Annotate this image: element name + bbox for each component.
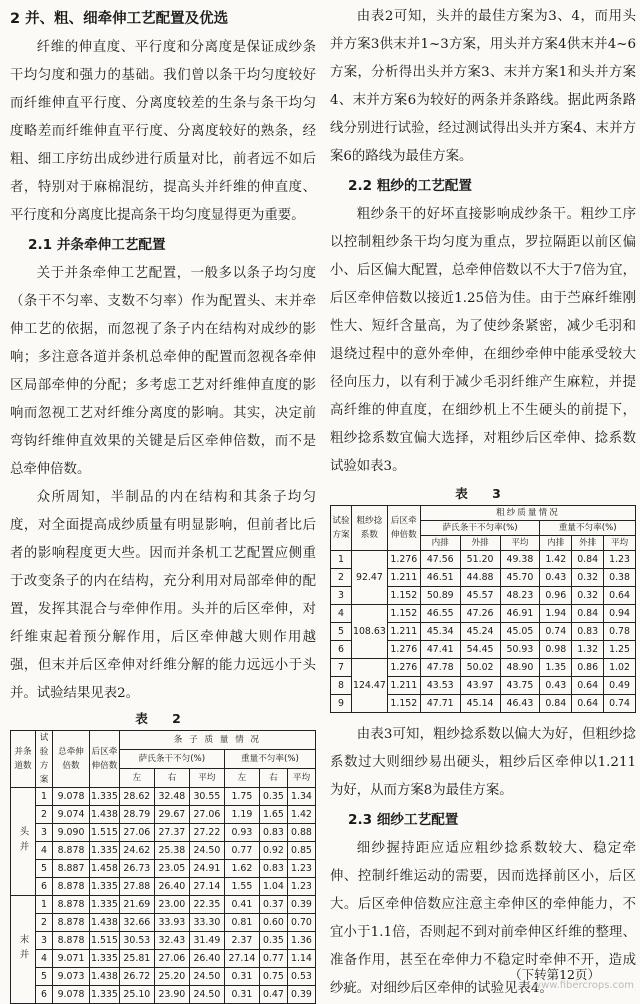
table-cell: 0.64 bbox=[604, 587, 636, 605]
table-cell: 1.25 bbox=[604, 641, 636, 659]
subheading-roving: 2.2 粗纱的工艺配置 bbox=[348, 178, 472, 194]
table-cell: 1.438 bbox=[90, 914, 120, 932]
table-cell: 24.91 bbox=[189, 860, 224, 878]
table-cell: 23.90 bbox=[154, 986, 189, 1004]
section-heading: 2 并、粗、细牵伸工艺配置及优选 bbox=[10, 11, 229, 27]
table-cell: 2.37 bbox=[224, 932, 259, 950]
table-cell: 0.88 bbox=[287, 824, 315, 842]
table-cell: 1 bbox=[331, 551, 352, 569]
table-cell: 0.84 bbox=[540, 695, 572, 713]
table-cell: 1 bbox=[36, 788, 53, 806]
table-cell: 27.88 bbox=[119, 878, 154, 896]
table-cell: 8.887 bbox=[53, 860, 90, 878]
table-cell: 1.23 bbox=[287, 878, 315, 896]
table-row bbox=[11, 932, 316, 950]
table-row bbox=[11, 878, 316, 896]
table-cell: 1.94 bbox=[540, 605, 572, 623]
table-cell: 43.97 bbox=[460, 677, 500, 695]
table-row bbox=[11, 896, 316, 914]
table-cell: 27.06 bbox=[189, 806, 224, 824]
table-cell: 0.84 bbox=[572, 605, 604, 623]
table-cell: 0.74 bbox=[604, 695, 636, 713]
left-column bbox=[10, 0, 316, 1004]
table-cell: 46.51 bbox=[420, 569, 460, 587]
table-cell: 1.35 bbox=[540, 659, 572, 677]
table-cell: 46.55 bbox=[420, 605, 460, 623]
table-cell: 1.19 bbox=[224, 806, 259, 824]
table-cell: 33.93 bbox=[154, 914, 189, 932]
table-cell: 0.43 bbox=[540, 677, 572, 695]
table-cell: 0.81 bbox=[224, 914, 259, 932]
table-row bbox=[11, 968, 316, 986]
table-cell: 6 bbox=[36, 878, 53, 896]
table-cell: 1.32 bbox=[572, 641, 604, 659]
table-cell: 27.06 bbox=[154, 950, 189, 968]
table-cell: 30.53 bbox=[119, 932, 154, 950]
table-cell: 0.32 bbox=[572, 587, 604, 605]
table-cell: 1.65 bbox=[259, 806, 287, 824]
table-cell: 0.38 bbox=[604, 569, 636, 587]
table-cell: 0.78 bbox=[604, 623, 636, 641]
table-cell: 1.335 bbox=[90, 878, 120, 896]
t2-header-weight: 重量不匀率(%) bbox=[224, 750, 315, 769]
row-group-label: 末并 bbox=[11, 896, 36, 1004]
table-cell: 1.55 bbox=[224, 878, 259, 896]
table-cell: 1.02 bbox=[604, 659, 636, 677]
subheading-spinning: 2.3 细纱工艺配置 bbox=[348, 812, 459, 828]
table-cell: 0.31 bbox=[224, 968, 259, 986]
table-cell: 1.152 bbox=[387, 695, 420, 713]
table-cell: 26.40 bbox=[189, 950, 224, 968]
t3-header-back-draft: 后区牵伸倍数 bbox=[387, 506, 420, 551]
table-cell: 24.62 bbox=[119, 842, 154, 860]
table-cell: 45.34 bbox=[420, 623, 460, 641]
table-cell: 22.35 bbox=[189, 896, 224, 914]
table-3 bbox=[330, 505, 636, 713]
table-cell: 4 bbox=[36, 950, 53, 968]
table-cell: 1.211 bbox=[387, 623, 420, 641]
table-cell: 0.49 bbox=[604, 677, 636, 695]
table-cell: 1.04 bbox=[259, 878, 287, 896]
table-cell: 0.83 bbox=[259, 824, 287, 842]
t2-header-left-w: 左 bbox=[224, 769, 259, 788]
t3-header-in-w: 内排 bbox=[540, 536, 572, 551]
table-cell: 26.72 bbox=[119, 968, 154, 986]
table-cell: 0.83 bbox=[572, 623, 604, 641]
twist-coefficient: 108.63 bbox=[352, 605, 388, 659]
table-cell: 32.48 bbox=[154, 788, 189, 806]
table-cell: 2 bbox=[36, 914, 53, 932]
table-cell: 1.42 bbox=[540, 551, 572, 569]
table-cell: 46.91 bbox=[500, 605, 540, 623]
watermark: www.fibercrops.com bbox=[532, 980, 634, 991]
table-cell: 48.90 bbox=[500, 659, 540, 677]
table-cell: 0.93 bbox=[224, 824, 259, 842]
table-row bbox=[11, 824, 316, 842]
table-cell: 5 bbox=[36, 968, 53, 986]
table-cell: 9 bbox=[331, 695, 352, 713]
table2-caption: 表 2 bbox=[135, 711, 191, 726]
table-cell: 0.83 bbox=[259, 860, 287, 878]
table-cell: 27.22 bbox=[189, 824, 224, 842]
table-cell: 8.878 bbox=[53, 932, 90, 950]
table-row bbox=[11, 806, 316, 824]
table-cell: 25.81 bbox=[119, 950, 154, 968]
paragraph-roving: 粗纱条干的好坏直接影响成纱条干。粗纱工序以控制粗纱条干均匀度为重点，罗拉隔距以前区偏小、后区偏大配置，总牵伸倍数以不大于7倍为宜，后区牵伸倍数以接近1.25倍为佳。由于苎麻纤维刚性大、短纤含量高，为了使纱条紧密，减少毛羽和退绕过程中的意外牵伸，在细纱牵伸中能承受较大径向压力，以有利于减少毛羽纤维产生麻粒，并提高纤维的伸直度，在细纱机上不生硬头的前提下，粗纱捻系数宜偏大选择，对粗纱后区牵伸、捻系数试验如表3。 bbox=[330, 207, 636, 474]
table-2 bbox=[10, 730, 316, 1004]
table-cell: 29.67 bbox=[154, 806, 189, 824]
table-cell: 28.62 bbox=[119, 788, 154, 806]
table-cell: 4 bbox=[36, 842, 53, 860]
t3-header-out: 外排 bbox=[460, 536, 500, 551]
table-row bbox=[11, 842, 316, 860]
table-cell: 43.75 bbox=[500, 677, 540, 695]
row-group-label: 头并 bbox=[11, 788, 36, 896]
table-cell: 1.152 bbox=[387, 587, 420, 605]
table-cell: 1.515 bbox=[90, 932, 120, 950]
table-row bbox=[11, 914, 316, 932]
table-cell: 0.39 bbox=[287, 896, 315, 914]
table-cell: 1.335 bbox=[90, 842, 120, 860]
table-row bbox=[331, 659, 636, 677]
t3-header-out-w: 外排 bbox=[572, 536, 604, 551]
table-row bbox=[331, 551, 636, 569]
table-row bbox=[11, 860, 316, 878]
twist-coefficient: 124.47 bbox=[352, 659, 388, 713]
table-cell: 32.66 bbox=[119, 914, 154, 932]
table-row bbox=[11, 986, 316, 1004]
table-cell: 47.78 bbox=[420, 659, 460, 677]
table-cell: 24.50 bbox=[189, 842, 224, 860]
table-cell: 8.878 bbox=[53, 896, 90, 914]
right-column bbox=[330, 0, 636, 1003]
t3-header-twist: 粗纱捻系数 bbox=[352, 506, 388, 551]
table-cell: 0.77 bbox=[259, 950, 287, 968]
t2-header-right-w: 右 bbox=[259, 769, 287, 788]
table3-caption: 表 3 bbox=[455, 486, 511, 501]
table-cell: 0.43 bbox=[540, 569, 572, 587]
table-cell: 1.335 bbox=[90, 986, 120, 1004]
table-cell: 27.37 bbox=[154, 824, 189, 842]
table-cell: 6 bbox=[331, 641, 352, 659]
t3-header-plan: 试验方案 bbox=[331, 506, 352, 551]
table-cell: 0.96 bbox=[540, 587, 572, 605]
table-cell: 2 bbox=[36, 806, 53, 824]
t2-header-right: 右 bbox=[154, 769, 189, 788]
t3-header-sakura: 萨氏条干不匀率(%) bbox=[420, 521, 540, 536]
t3-header-weight: 重量不匀率(%) bbox=[540, 521, 636, 536]
table-cell: 1.438 bbox=[90, 806, 120, 824]
table-cell: 1.335 bbox=[90, 950, 120, 968]
table-cell: 0.31 bbox=[224, 986, 259, 1004]
table-cell: 24.50 bbox=[189, 968, 224, 986]
t3-header-quality: 粗纱质量情况 bbox=[420, 506, 635, 521]
table-cell: 25.38 bbox=[154, 842, 189, 860]
table-cell: 0.98 bbox=[540, 641, 572, 659]
table-cell: 1.276 bbox=[387, 641, 420, 659]
table-cell: 28.79 bbox=[119, 806, 154, 824]
table-cell: 45.05 bbox=[500, 623, 540, 641]
t2-header-avg-w: 平均 bbox=[287, 769, 315, 788]
table-cell: 0.39 bbox=[287, 986, 315, 1004]
table-cell: 0.77 bbox=[224, 842, 259, 860]
table-cell: 0.92 bbox=[259, 842, 287, 860]
table-cell: 47.41 bbox=[420, 641, 460, 659]
table-cell: 33.30 bbox=[189, 914, 224, 932]
t2-header-sakura: 萨氏条干不匀(%) bbox=[119, 750, 224, 769]
table-cell: 26.73 bbox=[119, 860, 154, 878]
table-cell: 0.37 bbox=[259, 896, 287, 914]
paragraph-intro: 纤维的伸直度、平行度和分离度是保证成纱条干均匀度和强力的基础。我们曾以条干均匀度较好而纤维伸直平行度、分离度较差的生条与条干均匀度略差而纤维伸直平行度、分离度较好的熟条，经粗、细工序纺出成纱进行质量对比，前者远不如后者，特别对于麻棉混纺，提高头并纤维的伸直度、平行度和分离度比提高条干均匀度显得更为重要。 bbox=[10, 40, 316, 223]
table-cell: 7 bbox=[331, 659, 352, 677]
table-cell: 1.276 bbox=[387, 659, 420, 677]
table-cell: 27.14 bbox=[224, 950, 259, 968]
table-cell: 1.62 bbox=[224, 860, 259, 878]
table-cell: 32.43 bbox=[154, 932, 189, 950]
table-cell: 0.35 bbox=[259, 788, 287, 806]
table-cell: 0.86 bbox=[572, 659, 604, 677]
t2-header-back-draft: 后区牵伸倍数 bbox=[90, 731, 120, 788]
table-cell: 43.53 bbox=[420, 677, 460, 695]
table-cell: 46.43 bbox=[500, 695, 540, 713]
table-cell: 47.56 bbox=[420, 551, 460, 569]
table-cell: 1.438 bbox=[90, 968, 120, 986]
table-cell: 5 bbox=[36, 860, 53, 878]
table-cell: 1.75 bbox=[224, 788, 259, 806]
table-cell: 2 bbox=[331, 569, 352, 587]
table-cell: 0.53 bbox=[287, 968, 315, 986]
table-cell: 1.23 bbox=[604, 551, 636, 569]
table-cell: 6 bbox=[36, 986, 53, 1004]
table-cell: 0.64 bbox=[572, 695, 604, 713]
table-cell: 45.24 bbox=[460, 623, 500, 641]
table-cell: 0.85 bbox=[287, 842, 315, 860]
table-cell: 1.515 bbox=[90, 824, 120, 842]
table-cell: 44.88 bbox=[460, 569, 500, 587]
t3-header-avg-w: 平均 bbox=[604, 536, 636, 551]
table-cell: 8 bbox=[331, 677, 352, 695]
table-cell: 0.35 bbox=[259, 932, 287, 950]
table-cell: 30.55 bbox=[189, 788, 224, 806]
paragraph-table2-result: 由表2可知，头并的最佳方案为3、4，而用头并方案3供末并1~3方案，用头并方案4供末并4~6方案，分析得出头并方案3、末并方案1和头并方案4、末并方案6为较好的两条并条路线。据此两条路线分别进行试验，经过测试得出头并方案4、末并方案6的路线为最佳方案。 bbox=[330, 9, 636, 164]
table-row bbox=[331, 605, 636, 623]
table-cell: 1.42 bbox=[287, 806, 315, 824]
table-cell: 21.69 bbox=[119, 896, 154, 914]
table-cell: 8.878 bbox=[53, 914, 90, 932]
table-cell: 1.276 bbox=[387, 551, 420, 569]
table-cell: 1.335 bbox=[90, 788, 120, 806]
table-row bbox=[11, 950, 316, 968]
table-cell: 50.89 bbox=[420, 587, 460, 605]
table-cell: 50.02 bbox=[460, 659, 500, 677]
table-cell: 49.38 bbox=[500, 551, 540, 569]
subheading-drawing: 2.1 并条牵伸工艺配置 bbox=[28, 237, 166, 253]
table-cell: 1.211 bbox=[387, 569, 420, 587]
paragraph-table3-result: 由表3可知，粗纱捻系数以偏大为好，但粗纱捻系数过大则细纱易出硬头，粗纱后区牵伸以1.211为好，从而方案8为最佳方案。 bbox=[330, 727, 636, 798]
table-cell: 9.074 bbox=[53, 806, 90, 824]
table-cell: 45.70 bbox=[500, 569, 540, 587]
table-cell: 1.211 bbox=[387, 677, 420, 695]
t3-header-avg: 平均 bbox=[500, 536, 540, 551]
table-cell: 26.40 bbox=[154, 878, 189, 896]
table-cell: 1.36 bbox=[287, 932, 315, 950]
table-cell: 45.57 bbox=[460, 587, 500, 605]
t3-header-in: 内排 bbox=[420, 536, 460, 551]
table-cell: 1.34 bbox=[287, 788, 315, 806]
table-cell: 1 bbox=[36, 896, 53, 914]
table-cell: 23.05 bbox=[154, 860, 189, 878]
table-row bbox=[11, 788, 316, 806]
table-cell: 45.14 bbox=[460, 695, 500, 713]
t2-header-plan: 试验方案 bbox=[36, 731, 53, 788]
table-cell: 0.84 bbox=[572, 551, 604, 569]
table-cell: 27.14 bbox=[189, 878, 224, 896]
table-cell: 0.70 bbox=[287, 914, 315, 932]
table-cell: 1.14 bbox=[287, 950, 315, 968]
t2-header-process: 并条道数 bbox=[11, 731, 36, 788]
table-cell: 23.00 bbox=[154, 896, 189, 914]
paragraph-spinning: 细纱握持距应适应粗纱捻系数较大、稳定牵伸、控制纤维运动的需要，因而选择前区小，后区大。后区牵伸倍数应注意主牵伸区的牵伸能力，不宜小于1.1倍，否则起不到对前牵伸区纤维的整理、准备作用，甚至在牵伸力不稳定时牵伸不开，造成纱疵。对细纱后区牵伸的试验见表4。 bbox=[330, 841, 636, 996]
table-cell: 0.41 bbox=[224, 896, 259, 914]
table-cell: 0.32 bbox=[572, 569, 604, 587]
table-cell: 8.878 bbox=[53, 842, 90, 860]
table-cell: 0.60 bbox=[259, 914, 287, 932]
paragraph-drawing-2: 众所周知，半制品的内在结构和其条子均匀度，对全面提高成纱质量有明显影响，但前者比后者的影响程度更大些。因而并条机工艺配置应侧重于改变条子的内在结构，充分利用对局部牵伸的配置，发挥其混合与牵伸作用。头并的后区牵伸，对纤维束起着预分解作用，后区牵伸越大则作用越强，但末并后区牵伸对纤维分解的能力远远小于头并。试验结果见表2。 bbox=[10, 490, 316, 701]
t2-header-avg: 平均 bbox=[189, 769, 224, 788]
table-cell: 0.74 bbox=[540, 623, 572, 641]
table-cell: 51.20 bbox=[460, 551, 500, 569]
table-cell: 47.71 bbox=[420, 695, 460, 713]
t2-header-left: 左 bbox=[119, 769, 154, 788]
table-cell: 50.93 bbox=[500, 641, 540, 659]
table-cell: 1.458 bbox=[90, 860, 120, 878]
table-cell: 1.23 bbox=[287, 860, 315, 878]
table-cell: 9.078 bbox=[53, 788, 90, 806]
twist-coefficient: 92.47 bbox=[352, 551, 388, 605]
table-cell: 48.23 bbox=[500, 587, 540, 605]
table-cell: 8.878 bbox=[53, 878, 90, 896]
table-cell: 27.06 bbox=[119, 824, 154, 842]
t2-header-total-draft: 总牵伸倍数 bbox=[53, 731, 90, 788]
table-cell: 9.071 bbox=[53, 950, 90, 968]
table-cell: 9.073 bbox=[53, 968, 90, 986]
table-cell: 1.152 bbox=[387, 605, 420, 623]
table-cell: 3 bbox=[331, 587, 352, 605]
table-cell: 25.20 bbox=[154, 968, 189, 986]
table-cell: 1.335 bbox=[90, 896, 120, 914]
paragraph-drawing-1: 关于并条牵伸工艺配置，一般多以条子均匀度（条干不匀率、支数不匀率）作为配置头、末并牵伸工艺的依据，而忽视了条子内在结构对成纱的影响；多注意各道并条机总牵伸的配置而忽视各牵伸区局部牵伸的分配；多考虑工艺对纤维伸直度的影响而忽视工艺对纤维分离度的影响。其实，决定前弯钩纤维伸直效果的关键是后区牵伸倍数，而不是总牵伸倍数。 bbox=[10, 266, 316, 477]
table-cell: 54.45 bbox=[460, 641, 500, 659]
table-cell: 0.75 bbox=[259, 968, 287, 986]
table-cell: 0.47 bbox=[259, 986, 287, 1004]
table-cell: 47.26 bbox=[460, 605, 500, 623]
table-cell: 3 bbox=[36, 824, 53, 842]
continued-note: （下转第12页） bbox=[509, 967, 600, 982]
t2-header-quality: 条 子 质 量 情 况 bbox=[119, 731, 315, 750]
table-cell: 25.10 bbox=[119, 986, 154, 1004]
table-cell: 31.49 bbox=[189, 932, 224, 950]
table-cell: 3 bbox=[36, 932, 53, 950]
table-cell: 0.94 bbox=[604, 605, 636, 623]
table-cell: 9.078 bbox=[53, 986, 90, 1004]
table-cell: 5 bbox=[331, 623, 352, 641]
table-cell: 0.64 bbox=[572, 677, 604, 695]
table-cell: 4 bbox=[331, 605, 352, 623]
table-cell: 24.50 bbox=[189, 986, 224, 1004]
table-cell: 9.090 bbox=[53, 824, 90, 842]
